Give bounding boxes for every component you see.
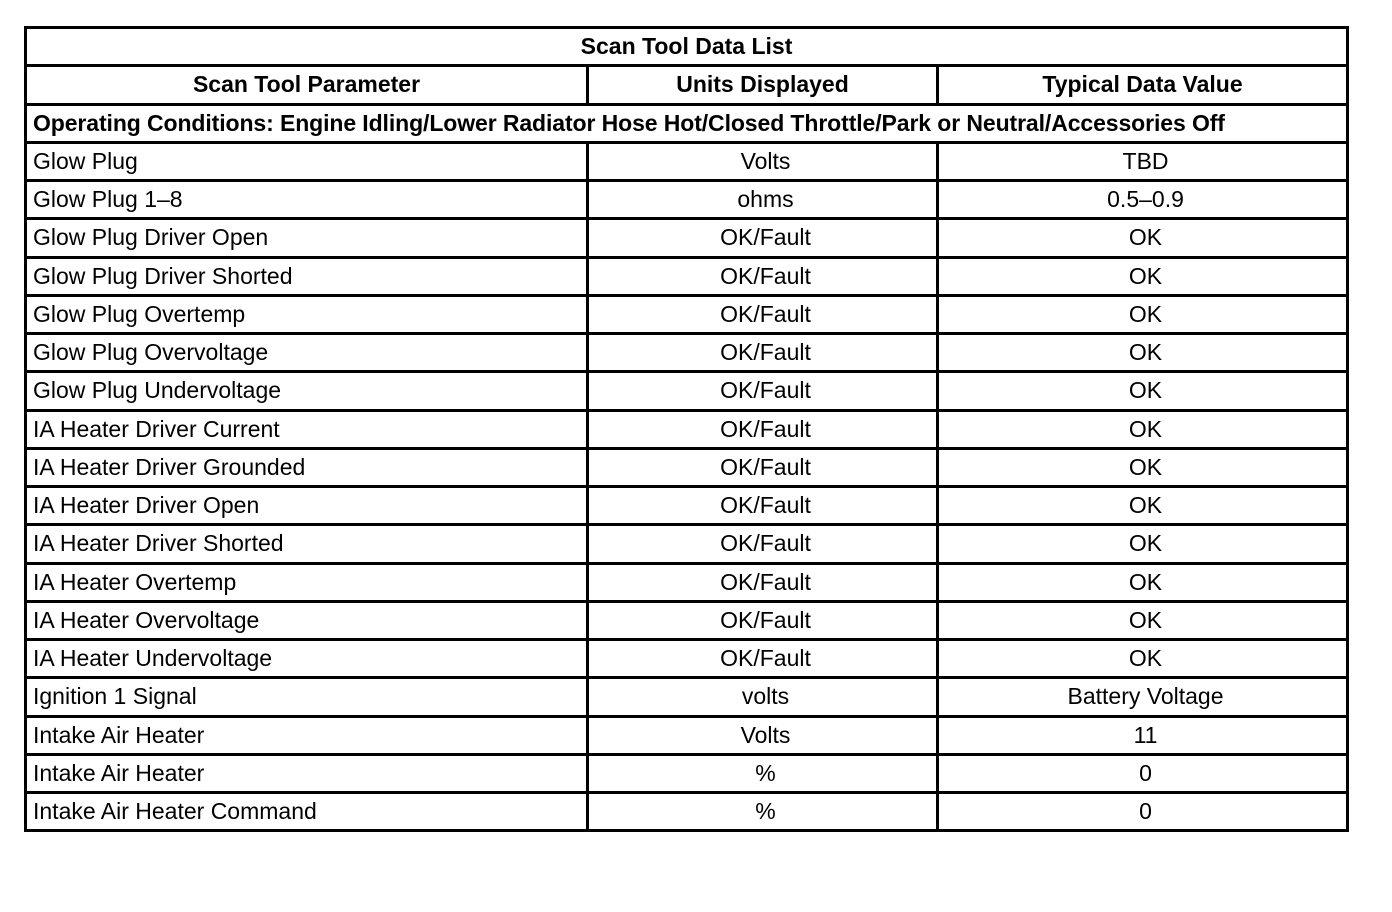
table-row — [26, 525, 1348, 563]
typical-value-cell: OK — [938, 448, 1348, 486]
parameter-cell: Glow Plug Driver Shorted — [26, 257, 588, 295]
typical-value-cell: OK — [938, 295, 1348, 333]
conditions-row — [26, 104, 1348, 142]
units-cell: Volts — [588, 142, 938, 180]
table-row — [26, 716, 1348, 754]
units-cell: OK/Fault — [588, 563, 938, 601]
table-row — [26, 142, 1348, 180]
typical-value-cell: OK — [938, 563, 1348, 601]
parameter-cell: Glow Plug — [26, 142, 588, 180]
parameter-cell: IA Heater Driver Current — [26, 410, 588, 448]
units-cell: % — [588, 793, 938, 831]
table-title-row — [26, 28, 1348, 66]
parameter-cell: IA Heater Driver Open — [26, 487, 588, 525]
table-row — [26, 640, 1348, 678]
units-cell: OK/Fault — [588, 601, 938, 639]
table-row — [26, 372, 1348, 410]
typical-value-cell: OK — [938, 601, 1348, 639]
table-row — [26, 563, 1348, 601]
parameter-cell: Intake Air Heater Command — [26, 793, 588, 831]
units-cell: OK/Fault — [588, 448, 938, 486]
parameter-cell: IA Heater Driver Shorted — [26, 525, 588, 563]
typical-value-cell: Battery Voltage — [938, 678, 1348, 716]
units-cell: OK/Fault — [588, 487, 938, 525]
parameter-cell: Intake Air Heater — [26, 716, 588, 754]
units-cell: OK/Fault — [588, 219, 938, 257]
scan-tool-data-table — [24, 26, 1349, 832]
parameter-cell: IA Heater Undervoltage — [26, 640, 588, 678]
parameter-cell: IA Heater Overtemp — [26, 563, 588, 601]
table-header-row — [26, 66, 1348, 104]
units-cell: OK/Fault — [588, 525, 938, 563]
parameter-cell: IA Heater Overvoltage — [26, 601, 588, 639]
table-title: Scan Tool Data List — [26, 28, 1348, 66]
typical-value-cell: OK — [938, 487, 1348, 525]
units-cell: % — [588, 754, 938, 792]
parameter-cell: Intake Air Heater — [26, 754, 588, 792]
typical-value-cell: 0 — [938, 793, 1348, 831]
typical-value-cell: OK — [938, 410, 1348, 448]
units-cell: volts — [588, 678, 938, 716]
table-row — [26, 754, 1348, 792]
table-row — [26, 219, 1348, 257]
parameter-cell: IA Heater Driver Grounded — [26, 448, 588, 486]
typical-value-cell: OK — [938, 525, 1348, 563]
table-row — [26, 448, 1348, 486]
units-cell: OK/Fault — [588, 257, 938, 295]
header-units: Units Displayed — [588, 66, 938, 104]
table-row — [26, 181, 1348, 219]
typical-value-cell: 0 — [938, 754, 1348, 792]
table-row — [26, 334, 1348, 372]
operating-conditions: Operating Conditions: Engine Idling/Lower Radiator Hose Hot/Closed Throttle/Park or Neutral/Accessories Off — [26, 104, 1348, 142]
header-typical: Typical Data Value — [938, 66, 1348, 104]
parameter-cell: Glow Plug Undervoltage — [26, 372, 588, 410]
typical-value-cell: OK — [938, 257, 1348, 295]
table-row — [26, 487, 1348, 525]
parameter-cell: Glow Plug Driver Open — [26, 219, 588, 257]
header-parameter: Scan Tool Parameter — [26, 66, 588, 104]
parameter-cell: Ignition 1 Signal — [26, 678, 588, 716]
table-row — [26, 295, 1348, 333]
table-row — [26, 601, 1348, 639]
table-row — [26, 257, 1348, 295]
parameter-cell: Glow Plug 1–8 — [26, 181, 588, 219]
units-cell: OK/Fault — [588, 410, 938, 448]
typical-value-cell: TBD — [938, 142, 1348, 180]
table-row — [26, 793, 1348, 831]
units-cell: ohms — [588, 181, 938, 219]
table-row — [26, 410, 1348, 448]
units-cell: Volts — [588, 716, 938, 754]
typical-value-cell: OK — [938, 219, 1348, 257]
typical-value-cell: 11 — [938, 716, 1348, 754]
parameter-cell: Glow Plug Overtemp — [26, 295, 588, 333]
table-row — [26, 678, 1348, 716]
typical-value-cell: 0.5–0.9 — [938, 181, 1348, 219]
typical-value-cell: OK — [938, 334, 1348, 372]
units-cell: OK/Fault — [588, 295, 938, 333]
units-cell: OK/Fault — [588, 640, 938, 678]
units-cell: OK/Fault — [588, 334, 938, 372]
parameter-cell: Glow Plug Overvoltage — [26, 334, 588, 372]
units-cell: OK/Fault — [588, 372, 938, 410]
typical-value-cell: OK — [938, 640, 1348, 678]
typical-value-cell: OK — [938, 372, 1348, 410]
